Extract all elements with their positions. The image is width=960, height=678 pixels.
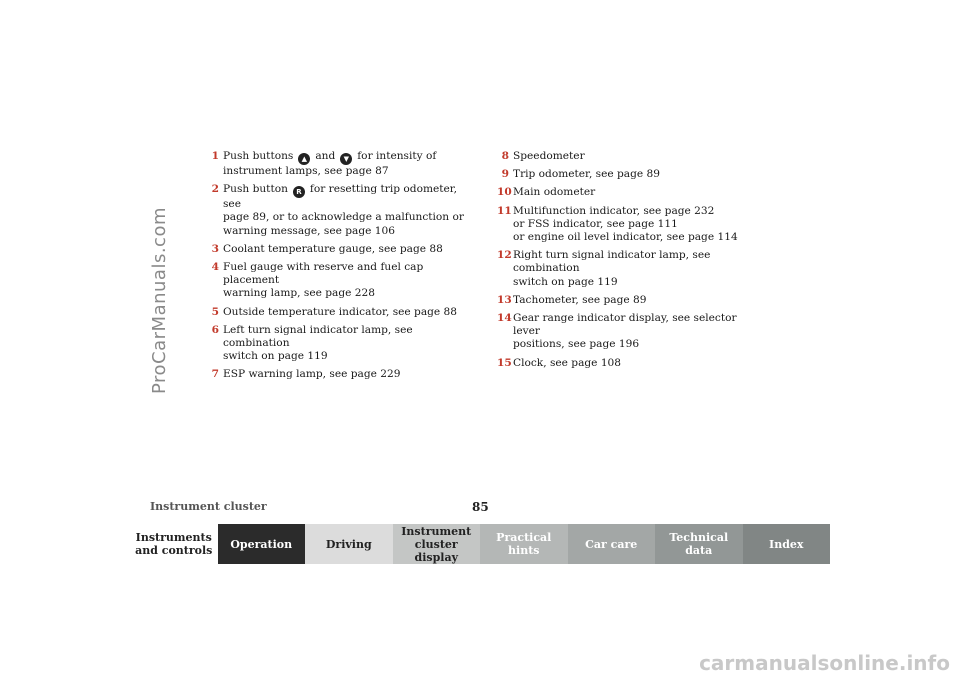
list-item [497,294,762,307]
item-text: ESP warning lamp, see page 229 [223,368,401,381]
tab-car-care[interactable]: Car care [568,524,656,564]
item-number: 8 [501,150,509,162]
list-item [210,243,465,256]
list-item [497,249,762,289]
side-watermark [146,150,172,450]
item-text: Multifunction indicator, see page 232 or FSS indicator, see page 111 or engine oil level indicator, see page 114 [513,204,738,244]
item-text: Coolant temperature gauge, see page 88 [223,242,443,255]
item-text-part: and [315,150,336,162]
item-text-part: for resetting trip odometer, see page 89, or to acknowledge a malfunction or warning message, see page 106 [223,183,464,237]
tab-index[interactable]: Index [743,524,831,564]
tab-instruments-and-controls[interactable]: Instruments and controls [130,524,218,564]
item-number: 2 [211,183,219,196]
item-number: 6 [211,323,219,336]
section-title: Instrument cluster [150,500,267,513]
item-number: 10 [497,186,512,199]
bottom-watermark: carmanualsonline.info [699,651,950,675]
item-text [223,150,465,178]
item-text: Main odometer [513,186,596,199]
item-text: Trip odometer, see page 89 [513,168,661,181]
list-item [210,150,465,178]
item-text-part: for intensity of instrument lamps, see page 87 [223,150,437,177]
list-item [210,306,465,319]
item-number: 13 [497,293,512,306]
list-item [497,186,762,199]
list-item [210,261,465,301]
item-number: 11 [497,204,512,217]
list-item [210,368,465,381]
item-text: Clock, see page 108 [513,356,622,369]
list-item [497,357,762,370]
tab-driving[interactable]: Driving [305,524,393,564]
brightness-up-button-icon: ▲ [298,153,310,165]
list-item [497,205,762,245]
list-item [497,312,762,352]
item-text: Outside temperature indicator, see page 88 [223,305,458,318]
item-number: 3 [211,242,219,255]
left-column [210,150,465,387]
tab-instrument-cluster-display[interactable]: Instrument cluster display [393,524,481,564]
tab-operation[interactable]: Operation [218,524,306,564]
item-text: Tachometer, see page 89 [513,293,647,306]
brightness-down-button-icon: ▼ [340,153,352,165]
item-number: 7 [211,368,219,381]
item-text [223,183,465,238]
item-number: 4 [211,261,219,274]
item-text: Gear range indicator display, see selector lever positions, see page 196 [513,312,737,351]
tab-technical-data[interactable]: Technical data [655,524,743,564]
item-text: Fuel gauge with reserve and fuel cap placement warning lamp, see page 228 [223,261,424,300]
item-number: 15 [497,356,512,369]
item-number: 12 [497,249,512,262]
chapter-navigation [130,524,830,564]
list-item [497,150,762,163]
list-item [210,324,465,364]
side-watermark-text: ProCarManuals.com [148,206,170,394]
item-text: Speedometer [513,150,585,162]
reset-button-icon: R [293,186,305,198]
item-text-part: Push button [223,183,288,196]
item-number: 5 [211,305,219,318]
right-column [497,150,762,375]
item-number: 1 [211,150,219,162]
list-item [210,183,465,238]
item-number: 14 [497,312,512,325]
list-item [497,168,762,181]
item-text-part: Push buttons [223,150,294,162]
tab-practical-hints[interactable]: Practical hints [480,524,568,564]
item-text: Left turn signal indicator lamp, see combination switch on page 119 [223,323,413,363]
item-text: Right turn signal indicator lamp, see combination switch on page 119 [513,249,711,288]
item-number: 9 [501,168,509,181]
page-number: 85 [472,500,489,514]
